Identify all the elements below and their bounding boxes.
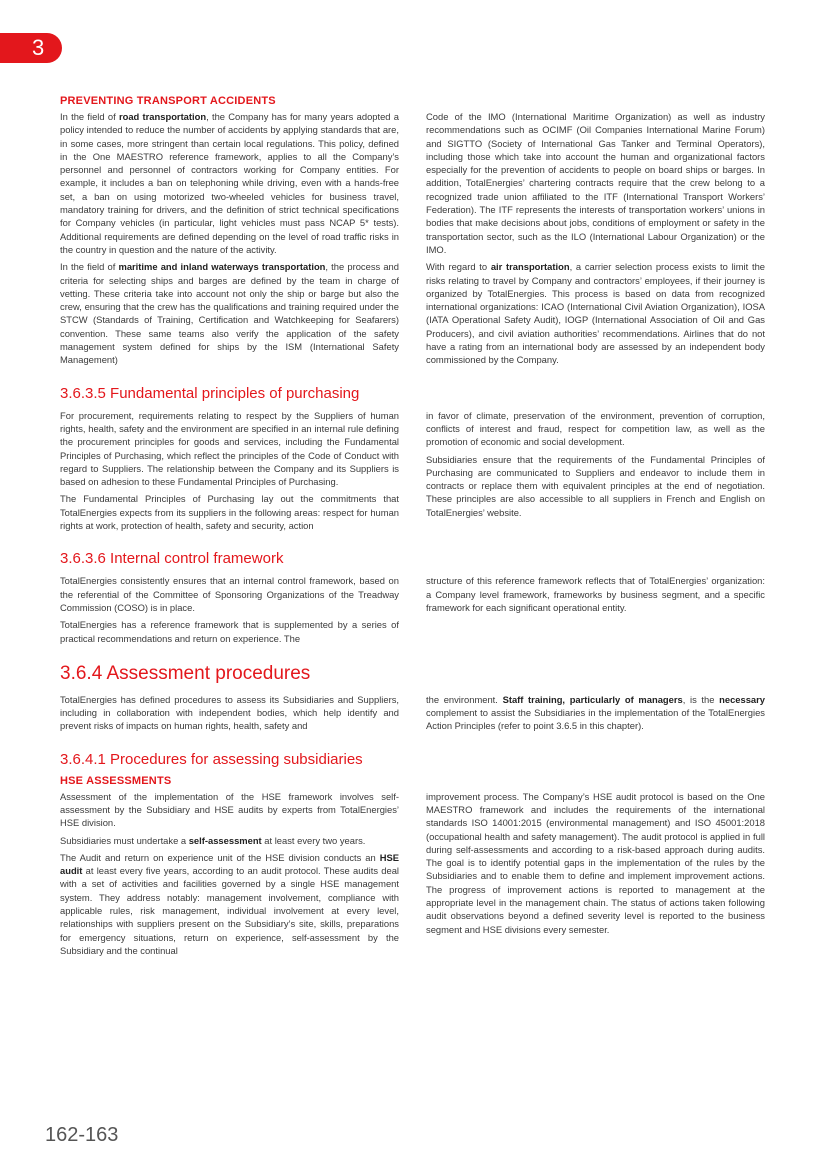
paragraph: The Fundamental Principles of Purchasing lay out the commitments that TotalEnergies expects from its suppliers in the following areas: respect for human rights at work, protection of health, safety and security, action	[60, 493, 399, 532]
paragraph: The Audit and return on experience unit of the HSE division conducts an HSE audit at least every five years, according to an audit protocol. These audits deal with a set of activities and facilities governed by a single HSE management system. They address notably: management involvement, compliance with applicable rules, risk management, individual involvement at every level, relationships with suppliers present on the Subsidiary’s site, skills, preparations for emergency situations, return on experience, self-assessment by the Subsidiary and the continual	[60, 851, 399, 956]
paragraph: in favor of climate, preservation of the environment, prevention of corruption, conflicts of interest and fraud, respect for competition law, as well as the promotion of economic and social development.	[426, 409, 765, 448]
left-column	[60, 110, 399, 371]
left-column	[60, 409, 399, 537]
paragraph-imo: Code of the IMO (International Maritime Organization) as well as industry recommendations such as OCIMF (Oil Companies International Marine Forum) and SIGTTO (Society of International Gas Tanker and Terminal Operators), including those which take into account the human and organizational factors especially for the prevention of accidents to people on board ships or barges. In addition, TotalEnergies’ chartering contracts require that the crew belong to a recognized trade union affiliated to the ITF (International Transport Workers’ Federation). The ITF represents the interests of transportation workers’ unions in bodies that make decisions about jobs, conditions of employment or safety in the transportation sector, such as the ILO (International Labour Organization) or the IMO.	[426, 111, 765, 255]
section-subsidiaries-columns	[60, 790, 765, 962]
left-column	[60, 790, 399, 962]
paragraph: Subsidiaries must undertake a self-assessment at least every two years.	[60, 834, 366, 846]
paragraph: TotalEnergies has a reference framework that is supplemented by a series of practical recommendations and return on experience. The	[60, 619, 399, 644]
page-number: 162-163	[45, 1124, 119, 1146]
section-heading-assessment: 3.6.4 Assessment procedures	[60, 662, 311, 684]
section-purchasing-columns	[60, 409, 765, 537]
section-heading-transport: PREVENTING TRANSPORT ACCIDENTS	[60, 95, 276, 107]
paragraph: the environment. Staff training, particularly of managers, is the necessary complement to assist the Subsidiaries in the implementation of the TotalEnergies Action Principles (refer to point 3.6.5 in this chapter).	[426, 693, 765, 732]
page-content	[60, 95, 765, 961]
paragraph: structure of this reference framework reflects that of TotalEnergies’ organization: a Company level framework, frameworks by business segment, and a specific framework for each significant operational entity.	[426, 575, 765, 613]
paragraph: TotalEnergies has defined procedures to assess its Subsidiaries and Suppliers, including in collaboration with independent bodies, which help identify and prevent risks of impacts on human rights, health, safety and	[60, 693, 399, 732]
section-internal-control-columns	[60, 574, 765, 648]
paragraph-road: In the field of road transportation, the Company has for many years adopted a policy intended to reduce the number of accidents by applying standards that are, in some cases, more stringent than certain local regulations. This policy, defined in the One MAESTRO reference framework, applies to all the Company’s personnel and personnel of contractors working for Company entities. For example, it includes a ban on telephoning while driving, even with a hands-free set, a ban on using motorized two-wheeled vehicles for business travel, mandatory training for drivers, and the definition of strict technical specifications for Company vehicles (in particular, light vehicles must pass NCAP 5* tests). Additional requirements are defined depending on the level of road traffic risks in the country in question and the nature of the activity.	[60, 111, 400, 255]
right-column	[426, 790, 765, 962]
left-column	[60, 693, 399, 737]
right-column	[426, 574, 765, 648]
paragraph: For procurement, requirements relating to respect by the Suppliers of human rights, health, safety and the environment are specified in an internal rule defining the procurement principles for goods and services, including the Fundamental Principles of Purchasing, which reflect the principles of the Code of Conduct with regard to Suppliers. The relationship between the Company and its Suppliers is based on adhesion to these Fundamental Principles of Purchasing.	[60, 409, 399, 488]
subheading-hse-assessments: HSE ASSESSMENTS	[60, 774, 172, 787]
section-transport-columns	[60, 110, 765, 371]
right-column	[426, 693, 765, 737]
section-heading-subsidiaries: 3.6.4.1 Procedures for assessing subsidiaries	[60, 750, 363, 768]
section-heading-purchasing: 3.6.3.5 Fundamental principles of purchasing	[60, 384, 360, 402]
paragraph: Assessment of the implementation of the HSE framework involves self-assessment by the Subsidiary and HSE audits by experts from TotalEnergies’ HSE division.	[60, 790, 399, 829]
left-column	[60, 574, 399, 648]
paragraph-maritime: In the field of maritime and inland waterways transportation, the process and criteria for selecting ships and barges are defined by the team in charge of vetting. These criteria take into account not only the ship or barge but also the crew, ensuring that the crew has the qualifications and training required under the STCW (Standards of Training, Certification and Watchkeeping for Seafarers) convention. These same teams also verify the application of the safety management system defined for ships by the ISM (International Safety Management)	[60, 261, 399, 366]
section-assessment-columns	[60, 693, 765, 737]
right-column	[426, 110, 765, 371]
paragraph-air: With regard to air transportation, a carrier selection process exists to limit the risks relating to travel by Company and contractors’ employees, if their journey is organized by TotalEnergies. This process is based on data from recognized international organizations: ICAO (International Civil Aviation Organization), IOSA (IATA Operational Safety Audit), IOGP (International Association of Oil and Gas Producers), and civil aviation authorities’ recommendations. Airlines that do not have a rating from an international body are assessed by an independent body commissioned by the Company.	[426, 261, 765, 366]
paragraph: Subsidiaries ensure that the requirements of the Fundamental Principles of Purchasing are communicated to Suppliers and endeavor to include them in contracts or replace them with equivalent principles at the end of negotiation. These principles are also accessible to all suppliers in French and English on TotalEnergies’ website.	[426, 453, 765, 518]
paragraph: improvement process. The Company’s HSE audit protocol is based on the One MAESTRO framework and includes the requirements of the international standards ISO 14001:2015 (environmental management) and ISO 45001:2018 (occupational health and safety management). The audit protocol is applied in full during self-assessments and according to a risk-based approach during audits. The goal is to identify potential gaps in the implementation of the rules by the Subsidiaries and to enable them to define and implement improvement actions. The progress of improvement actions is reported to management at the appropriate level in the management chain. The status of actions taken following audit observations beyond a defined severity level is reported to the business segment and HSE divisions every semester.	[426, 790, 765, 935]
paragraph: TotalEnergies consistently ensures that an internal control framework, based on the referential of the Committee of Sponsoring Organizations of the Treadway Commission (COSO) is in place.	[60, 575, 399, 613]
chapter-tab: 3	[0, 33, 62, 63]
right-column	[426, 409, 765, 537]
section-heading-internal-control: 3.6.3.6 Internal control framework	[60, 550, 284, 568]
